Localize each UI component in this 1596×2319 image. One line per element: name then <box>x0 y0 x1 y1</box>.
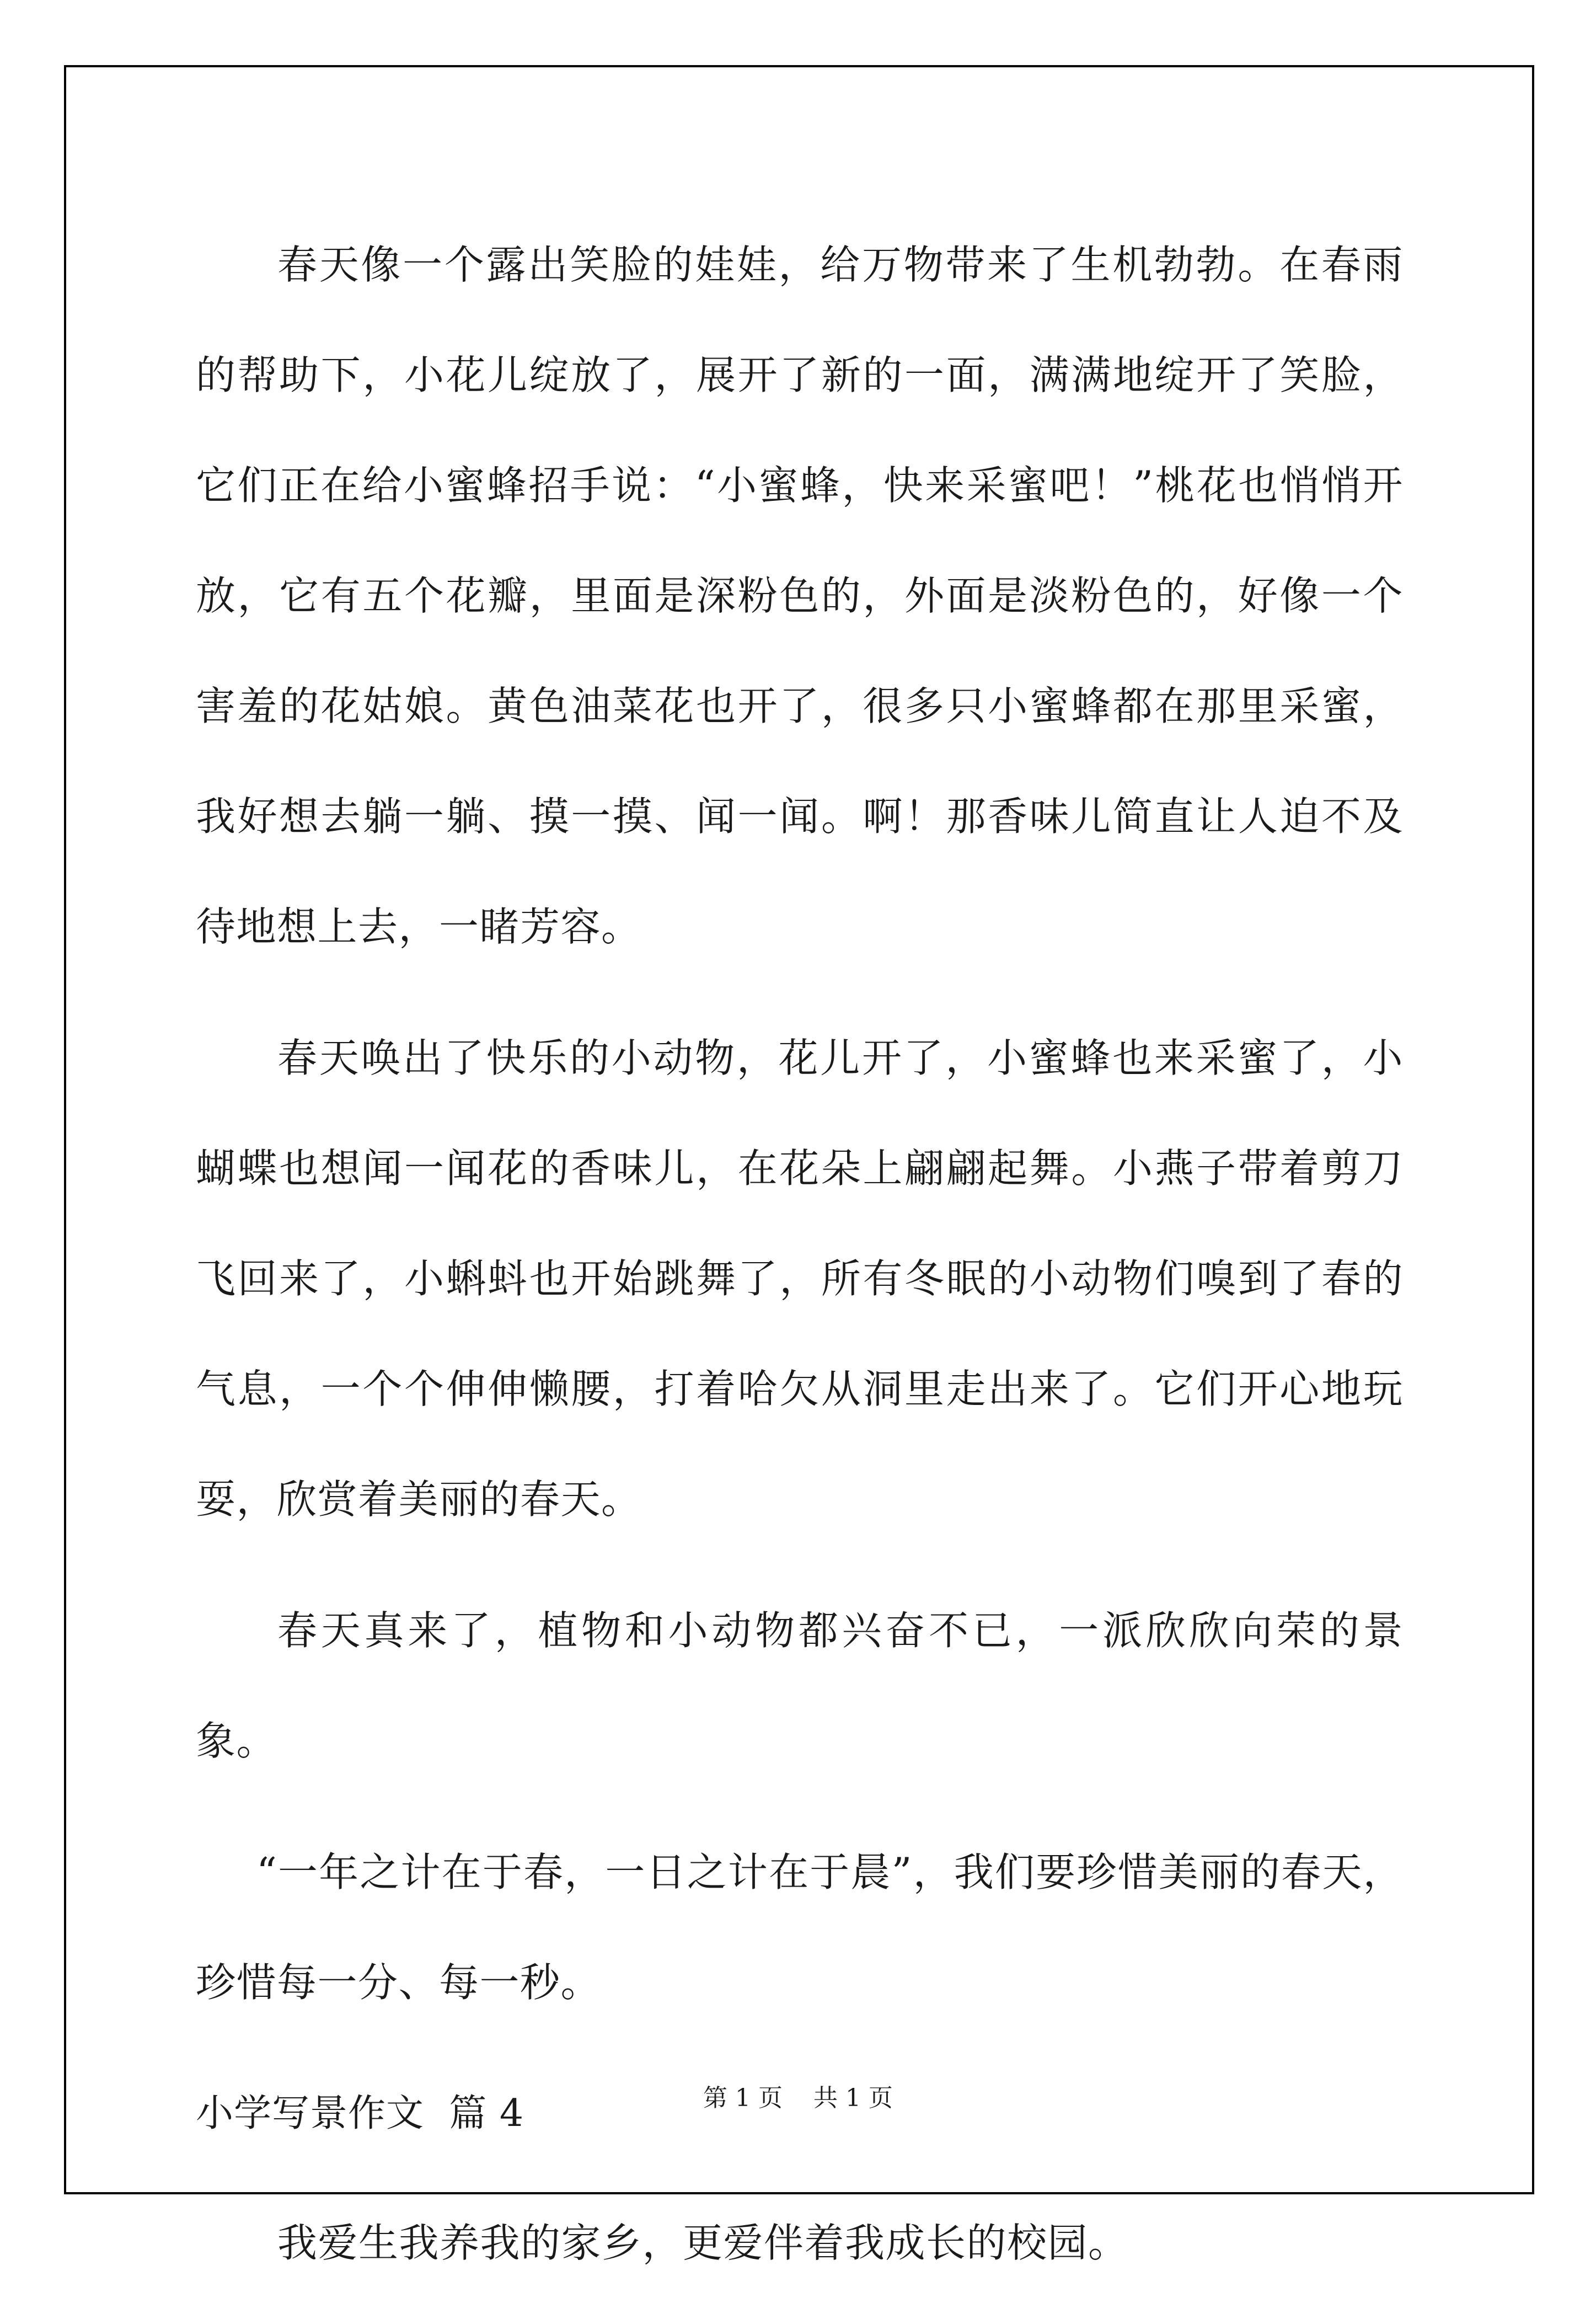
paragraph-1: 春天像一个露出笑脸的娃娃，给万物带来了生机勃勃。在春雨的帮助下，小花儿绽放了，展开了新的一面，满满地绽开了笑脸，它们正在给小蜜蜂招手说：“小蜜蜂，快来采蜜吧！”桃花也悄悄开放，它有五个花瓣，里面是深粉色的，外面是淡粉色的，好像一个害羞的花姑娘。黄色油菜花也开了，很多只小蜜蜂都在那里采蜜，我好想去躺一躺、摸一摸、闻一闻。啊！那香味儿简直让人迫不及待地想上去，一睹芳容。 <box>196 242 1404 950</box>
document-body <box>196 210 1404 2319</box>
closing-paragraph: 我爱生我养我的家乡，更爱伴着我成长的校园。 <box>277 2220 1129 2266</box>
page-number-footer: 第 1 页 共 1 页 <box>703 2084 893 2112</box>
paragraph-4: “一年之计在于春，一日之计在于晨”，我们要珍惜美丽的春天，珍惜每一分、每一秒。 <box>196 1849 1404 2006</box>
paragraph-3: 春天真来了，植物和小动物都兴奋不已，一派欣欣向荣的景象。 <box>196 1607 1404 1764</box>
paragraph-2: 春天唤出了快乐的小动物，花儿开了，小蜜蜂也来采蜜了，小蝴蝶也想闻一闻花的香味儿，在花朵上翩翩起舞。小燕子带着剪刀飞回来了，小蝌蚪也开始跳舞了，所有冬眠的小动物们嗅到了春的气息，一个个伸伸懒腰，打着哈欠从洞里走出来了。它们开心地玩耍，欣赏着美丽的春天。 <box>196 1035 1404 1522</box>
section-heading: 小学写景作文 篇 4 <box>196 2092 524 2135</box>
